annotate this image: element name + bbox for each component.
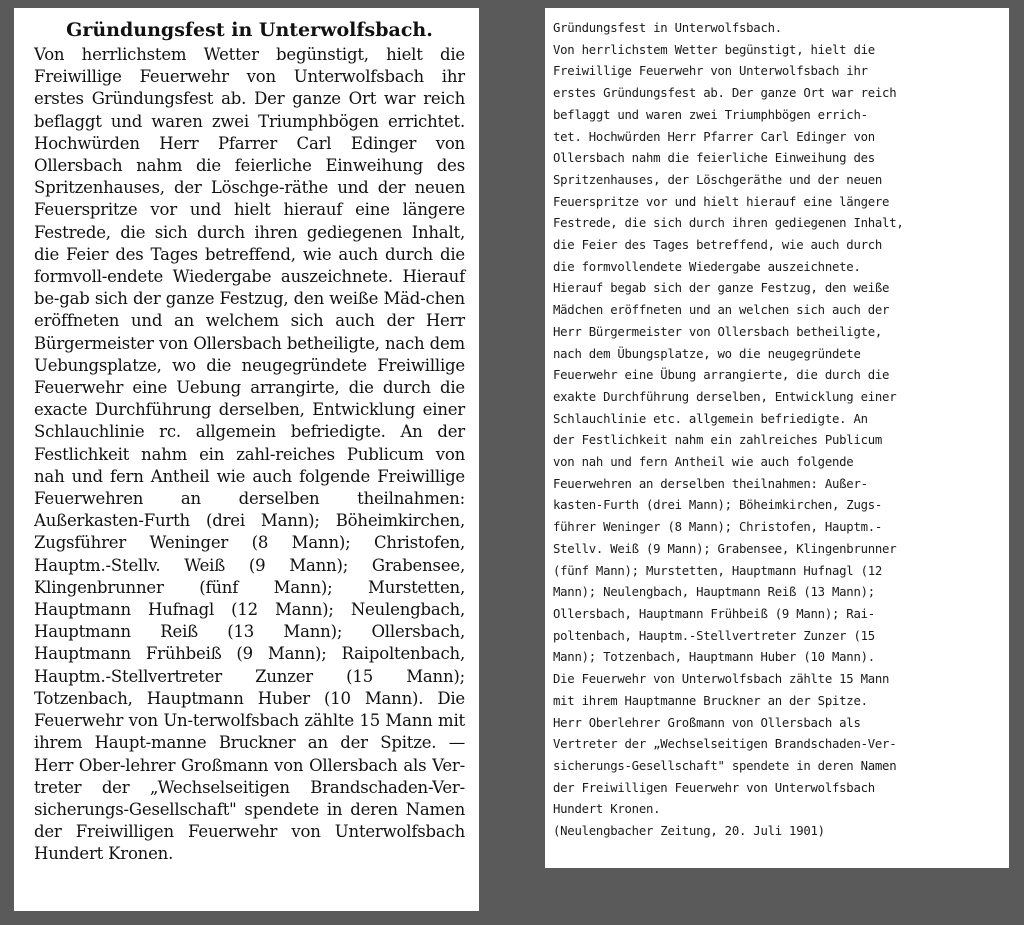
transcription-line: führer Weninger (8 Mann); Christofen, Hauptm.- (553, 520, 883, 535)
transcription-line: Feuerwehr eine Übung arrangierte, die durch die (553, 368, 890, 383)
transcription-line: Die Feuerwehr von Unterwolfsbach zählte 15 Mann (553, 672, 890, 687)
transcription-line: Herr Oberlehrer Großmann von Ollersbach als (553, 715, 861, 730)
transcription-line: die Feier des Tages betreffend, wie auch durch (553, 238, 883, 253)
transcription-line: Hundert Kronen. (553, 802, 661, 817)
transcription-text (553, 18, 999, 821)
transcription-panel (545, 8, 1009, 868)
transcription-line: der Freiwilligen Feuerwehr von Unterwolfsbach (553, 780, 875, 795)
transcription-line: Von herrlichstem Wetter begünstigt, hielt die (553, 42, 875, 57)
transcription-line: Hierauf begab sich der ganze Festzug, den weiße (553, 281, 890, 296)
transcription-line: Freiwillige Feuerwehr von Unterwolfsbach ihr (553, 64, 868, 79)
transcription-line: sicherungs-Gesellschaft" spendete in deren Namen (553, 758, 897, 773)
original-clipping-panel (14, 8, 479, 911)
transcription-line: Ollersbach nahm die feierliche Einweihung des (553, 151, 875, 166)
transcription-line: Ollersbach, Hauptmann Frühbeiß (9 Mann); Rai- (553, 606, 875, 621)
original-headline: Gründungsfest in Unterwolfsbach. (66, 19, 433, 41)
transcription-line: kasten-Furth (drei Mann); Böheimkirchen, Zugs- (553, 498, 883, 513)
transcription-line: Vertreter der „Wechselseitigen Brandschaden-Ver- (553, 737, 897, 752)
transcription-line: Feuerspritze vor und hielt hierauf eine längere (553, 194, 890, 209)
transcription-line: tet. Hochwürden Herr Pfarrer Carl Edinger von (553, 129, 875, 144)
transcription-line: Mann); Neulengbach, Hauptmann Reiß (13 Mann); (553, 585, 875, 600)
transcription-line: (fünf Mann); Murstetten, Hauptmann Hufnagl (12 (553, 563, 883, 578)
transcription-line: Mann); Totzenbach, Hauptmann Huber (10 Mann). (553, 650, 875, 665)
transcription-line: Feuerwehren an derselben theilnahmen: Außer- (553, 476, 868, 491)
transcription-line: Mädchen eröffneten und an welchen sich auch der (553, 303, 890, 318)
transcription-line: Spritzenhauses, der Löschgeräthe und der neuen (553, 172, 883, 187)
transcription-line: die formvollendete Wiedergabe auszeichnete. (553, 259, 861, 274)
transcription-line: erstes Gründungsfest ab. Der ganze Ort war reich (553, 86, 897, 101)
transcription-line: mit ihrem Hauptmanne Bruckner an der Spitze. (553, 693, 868, 708)
transcription-line: exakte Durchführung derselben, Entwicklung einer (553, 389, 897, 404)
transcription-title: Gründungsfest in Unterwolfsbach. (553, 21, 782, 35)
transcription-line: Festrede, die sich durch ihren gediegenen Inhalt, (553, 216, 904, 231)
transcription-line: nach dem Übungsplatze, wo die neugegründete (553, 346, 861, 361)
original-article-text: Von herrlichstem Wetter begünstigt, hielt die Freiwillige Feuerwehr von Unterwolfsbach ihr erstes Gründungsfest ab. Der ganze Ort war reich beflaggt und waren zwei Triumphbögen errichtet. Hochwürden Herr Pfarrer Carl Edinger von Ollersbach nahm die feierliche Einweihung des Spritzenhauses, der Löschge-räthe und der neuen Feuerspritze vor und hielt hierauf eine längere Festrede, die sich durch ihren gediegenen Inhalt, die Feier des Tages betreffend, wie auch durch die formvoll-endete Wiedergabe auszeichnete. Hierauf be-gab sich der ganze Festzug, den weiße Mäd-chen eröffneten und an welchem sich auch der Herr Bürgermeister von Ollersbach betheiligte, nach dem Uebungsplatze, wo die neugegründete Freiwillige Feuerwehr eine Uebung arrangirte, die durch die exacte Durchführung derselben, Entwicklung einer Schlauchlinie rc. allgemein befriedigte. An der Festlichkeit nahm ein zahl-reiches Publicum von nah und fern Antheil wie auch folgende Freiwillige Feuerwehren an derselben theilnahmen: Außerkasten-Furth (drei Mann); Böheimkirchen, Zugsführer Weninger (8 Mann); Christofen, Hauptm.-Stellv. Weiß (9 Mann); Grabensee, Klingenbrunner (fünf Mann); Murstetten, Hauptmann Hufnagl (12 Mann); Neulengbach, Hauptmann Reiß (13 Mann); Ollersbach, Hauptmann Frühbeiß (9 Mann); Raipoltenbach, Hauptm.-Stellvertreter Zunzer (15 Mann); Totzenbach, Hauptmann Huber (10 Mann). Die Feuerwehr von Un-terwolfsbach zählte 15 Mann mit ihrem Haupt-manne Bruckner an der Spitze. — Herr Ober-lehrer Großmann von Ollersbach als Ver-treter der „Wechselseitigen Brandschaden-Ver-sicherungs-Gesellschaft" spendete in deren Namen der Freiwilligen Feuerwehr von Unterwolfsbach Hundert Kronen. (34, 45, 465, 864)
transcription-line: der Festlichkeit nahm ein zahlreiches Publicum (553, 433, 883, 448)
transcription-line: beflaggt und waren zwei Triumphbögen errich- (553, 107, 868, 122)
transcription-line: Herr Bürgermeister von Ollersbach betheiligte, (553, 324, 883, 339)
source-citation: (Neulengbacher Zeitung, 20. Juli 1901) (553, 824, 825, 839)
transcription-line: poltenbach, Hauptm.-Stellvertreter Zunzer (15 (553, 628, 875, 643)
transcription-line: Schlauchlinie etc. allgemein befriedigte. An (553, 411, 868, 426)
transcription-line: Stellv. Weiß (9 Mann); Grabensee, Klingenbrunner (553, 541, 897, 556)
transcription-line: von nah und fern Antheil wie auch folgende (553, 455, 854, 470)
